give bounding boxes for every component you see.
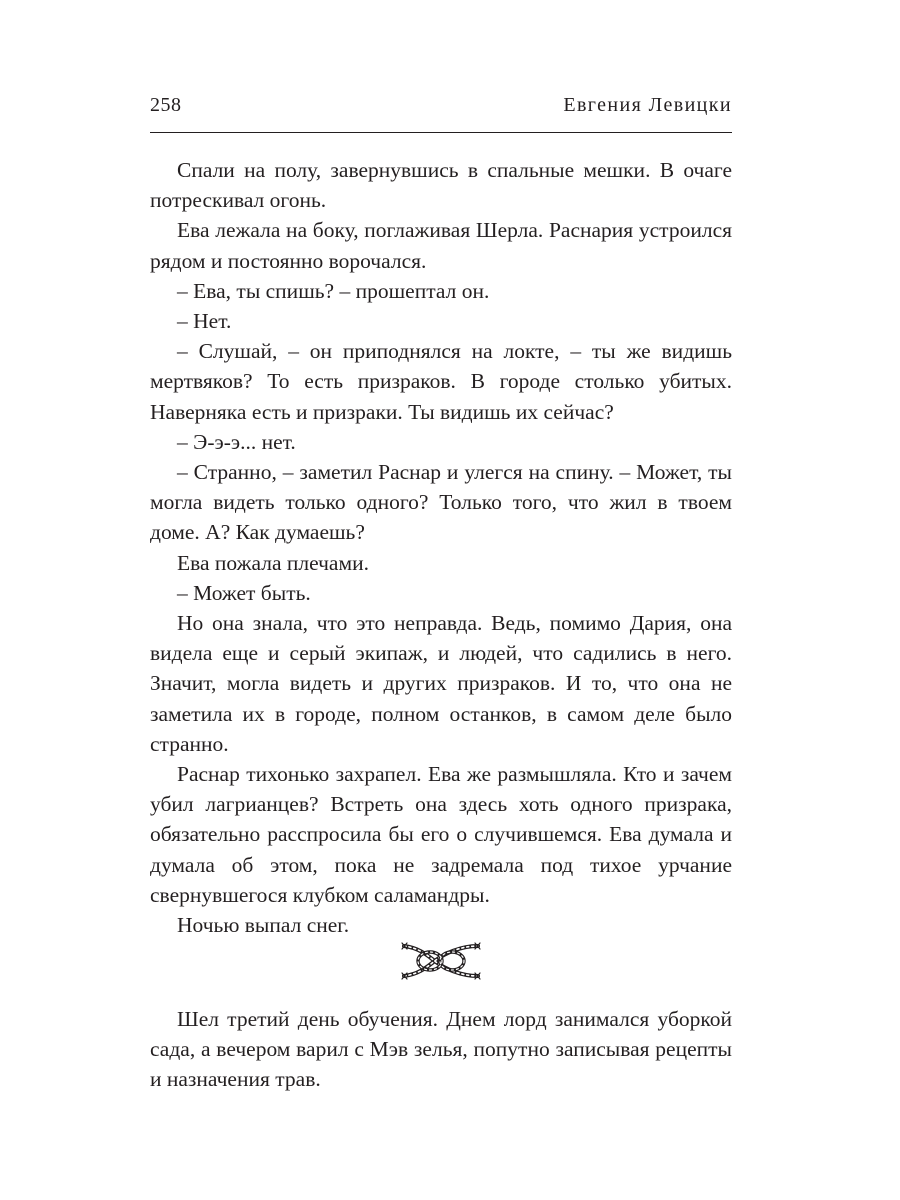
paragraph: – Может быть. [177,580,311,605]
page-number: 258 [150,94,182,116]
paragraph: – Э-э-э... нет. [177,429,296,454]
paragraph: Ева лежала на боку, поглаживая Шерла. Раснария устроился рядом и постоянно ворочался. [150,218,732,273]
paragraph: – Ева, ты спишь? – прошептал он. [177,278,490,303]
paragraph: Ночью выпал снег. [177,913,350,938]
text-section-1 [150,155,732,940]
text-section-2 [150,1004,732,1095]
paragraph: Но она знала, что это неправда. Ведь, помимо Дария, она видела еще и серый экипаж, и людей, что садились в него. Значит, могла видеть и других призраков. И то, что она не заметила их в городе, полном останков, в самом деле было странно. [150,611,732,756]
paragraph: – Нет. [177,309,232,334]
rope-knot-icon [400,936,482,984]
page-header [150,92,732,133]
paragraph: – Странно, – заметил Раснар и улегся на спину. – Может, ты могла видеть только одного? Только того, что жил в твоем доме. А? Как думаешь? [150,460,732,545]
paragraph: – Слушай, – он приподнялся на локте, – ты же видишь мертвяков? То есть призраков. В городе столько убитых. Наверняка есть и призраки. Ты видишь их сейчас? [150,339,732,424]
paragraph: Ева пожала плечами. [177,550,369,575]
paragraph: Раснар тихонько захрапел. Ева же размышляла. Кто и зачем убил лагрианцев? Встреть она здесь хоть одного призрака, обязательно расспросила бы его о случившемся. Ева думала и думала об этом, пока не задремала под тихое урчание свернувшегося клубком саламандры. [150,762,732,907]
paragraph: Шел третий день обучения. Днем лорд занимался уборкой сада, а вечером варил с Мэв зелья, попутно записывая рецепты и назначения трав. [150,1007,732,1092]
paragraph: Спали на полу, завернувшись в спальные мешки. В очаге потрескивал огонь. [150,158,732,213]
running-head-author: Евгения Левицки [563,94,732,116]
